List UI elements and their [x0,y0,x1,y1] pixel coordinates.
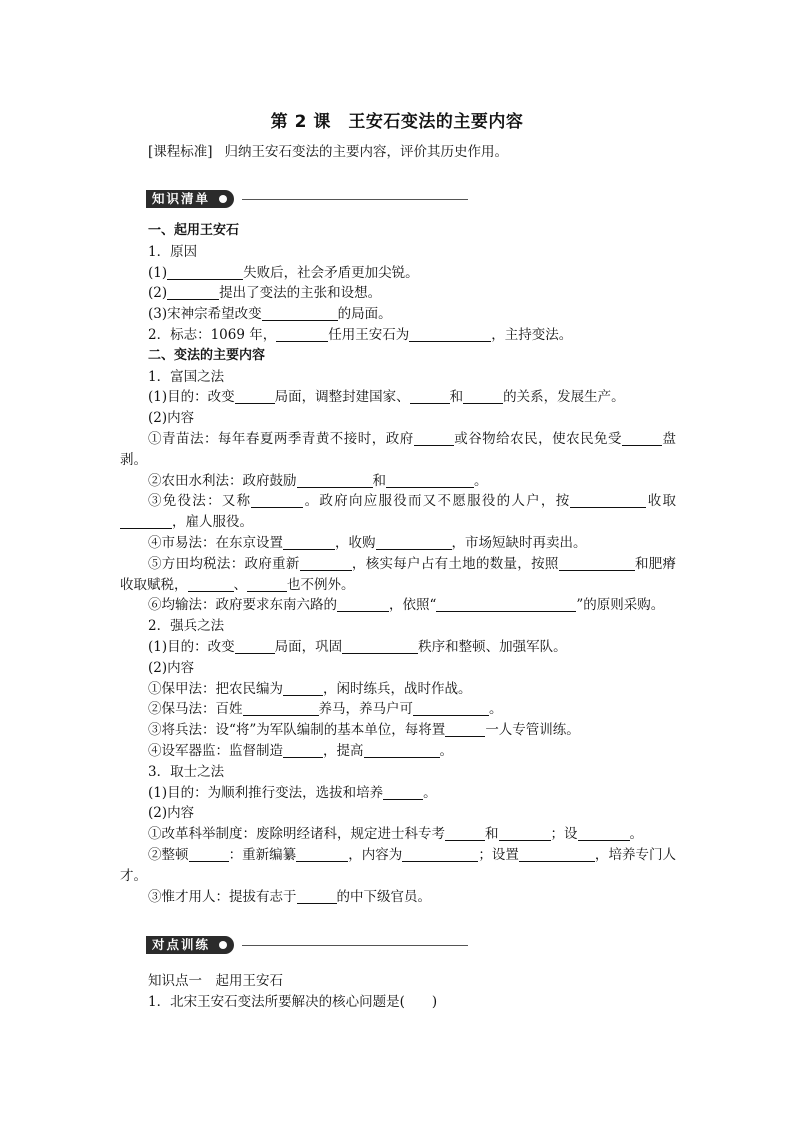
army-heading: 2．强兵之法 [148,618,225,635]
sign-line: 2．标志：1069 年， 任用王安石为 ，主持变法。 [148,326,573,343]
answer-blank[interactable] [235,389,275,404]
answer-blank[interactable] [247,577,287,592]
zhengdun-school: ②整顿 ：重新编纂 ，内容为 ；设置 ，培养专门人才。 [120,846,677,884]
section-rule [242,945,468,946]
answer-blank[interactable] [386,473,474,488]
rich-content-label: (2)内容 [148,410,195,427]
reason-heading: 1．原因 [148,243,198,260]
answer-blank[interactable] [436,597,576,612]
junqi-jian: ④设军器监：监督制造 ，提高 。 [148,742,453,759]
knowledge-point-1: 知识点一 起用王安石 [148,973,283,989]
answer-blank[interactable] [570,493,646,508]
baoma-law: ②保马法：百姓 养马，养马户可 。 [148,701,503,718]
answer-blank[interactable] [622,431,662,446]
mianyi-law: ③免役法：又称 。政府向应服役而又不愿服役的人户，按 收取，雇人服役。 [120,491,676,533]
course-standard-text: 归纳王安石变法的主要内容，评价其历史作用。 [224,144,509,160]
shiyi-law: ④市易法：在东京设置 ，收购 ，市场短缺时再卖出。 [148,534,587,551]
answer-blank[interactable] [189,847,229,862]
section-pill [146,190,234,208]
answer-blank[interactable] [445,722,485,737]
answer-blank[interactable] [243,701,319,716]
answer-blank[interactable] [167,265,243,280]
answer-blank[interactable] [167,285,219,300]
answer-blank[interactable] [283,743,323,758]
reason-2: (2) 提出了变法的主张和设想。 [148,285,382,302]
section-pill [146,936,234,954]
answer-blank[interactable] [519,847,595,862]
answer-blank[interactable] [120,514,172,529]
answer-blank[interactable] [578,826,630,841]
answer-blank[interactable] [559,556,635,571]
answer-blank[interactable] [463,389,503,404]
fangtian-law: ⑤方田均税法：政府重新 ，核实每户占有土地的数量，按照 和肥瘠收取赋税， 、 也不例外。 [120,555,677,593]
section-rule [242,199,468,200]
talent-content-label: (2)内容 [148,805,195,822]
course-standard-tag: [课程标准] [148,144,213,160]
answer-blank[interactable] [402,847,478,862]
reason-3: (3)宋神宗希望改变 的局面。 [148,306,392,323]
answer-blank[interactable] [414,431,454,446]
question-1[interactable]: 1．北宋王安石变法所要解决的核心问题是( ) [148,994,438,1010]
talent-goal: (1)目的：为顺利推行变法，选拔和培养 。 [148,784,437,801]
answer-blank[interactable] [445,826,485,841]
answer-blank[interactable] [383,785,423,800]
answer-blank[interactable] [188,577,234,592]
answer-blank[interactable] [235,639,275,654]
talent-heading: 3．取士之法 [148,763,225,780]
part1-heading: 一、起用王安石 [148,223,240,238]
keju-reform: ①改革科举制度：废除明经诸科，规定进士科专考 和 ；设 。 [148,826,643,843]
answer-blank[interactable] [499,826,551,841]
part2-heading: 二、变法的主要内容 [148,347,266,363]
answer-blank[interactable] [262,306,338,321]
qingmiao-law: ①青苗法：每年春夏两季青黄不接时，政府 或谷物给农民，使农民免受 盘剥。 [120,430,677,468]
bullet-dot-icon [219,195,227,203]
army-content-label: (2)内容 [148,659,195,676]
answer-blank[interactable] [300,556,352,571]
bullet-dot-icon [219,941,227,949]
rich-heading: 1．富国之法 [148,368,225,385]
rich-goal: (1)目的：改变 局面，调整封建国家、 和 的关系，发展生产。 [148,389,625,406]
answer-blank[interactable] [283,535,335,550]
answer-blank[interactable] [297,889,337,904]
answer-blank[interactable] [342,639,418,654]
answer-blank[interactable] [283,681,323,696]
section-title-practice: 对点训练 [152,937,211,952]
answer-blank[interactable] [413,701,489,716]
reason-1: (1) 失败后，社会矛盾更加尖锐。 [148,264,419,281]
answer-blank[interactable] [251,493,303,508]
practice-content [148,971,437,1013]
section-header-practice [146,936,468,954]
answer-blank[interactable] [364,743,440,758]
jiangbing-law: ③将兵法：设“将”为军队编制的基本单位，每将置 一人专管训练。 [148,722,580,739]
answer-blank[interactable] [276,327,328,342]
weicai-yongren: ③惟才用人：提拔有志于 的中下级官员。 [148,888,431,905]
course-standard [148,140,508,160]
answer-blank[interactable] [297,473,373,488]
lesson-title: 第 2 课 王安石变法的主要内容 [270,112,524,132]
baojia-law: ①保甲法：把农民编为 ，闲时练兵，战时作战。 [148,680,472,697]
junshu-law: ⑥均输法：政府要求东南六路的 ，依照“ ”的原则采购。 [148,597,665,614]
section-header-knowledge [146,190,468,208]
answer-blank[interactable] [376,535,452,550]
knowledge-content [120,221,676,907]
answer-blank[interactable] [337,597,389,612]
nongtian-law: ②农田水利法：政府鼓励 和 。 [148,472,488,489]
answer-blank[interactable] [409,327,491,342]
section-title-knowledge: 知识清单 [152,191,211,206]
answer-blank[interactable] [296,847,348,862]
answer-blank[interactable] [410,389,450,404]
army-goal: (1)目的：改变 局面，巩固 秩序和整顿、加强军队。 [148,638,567,655]
